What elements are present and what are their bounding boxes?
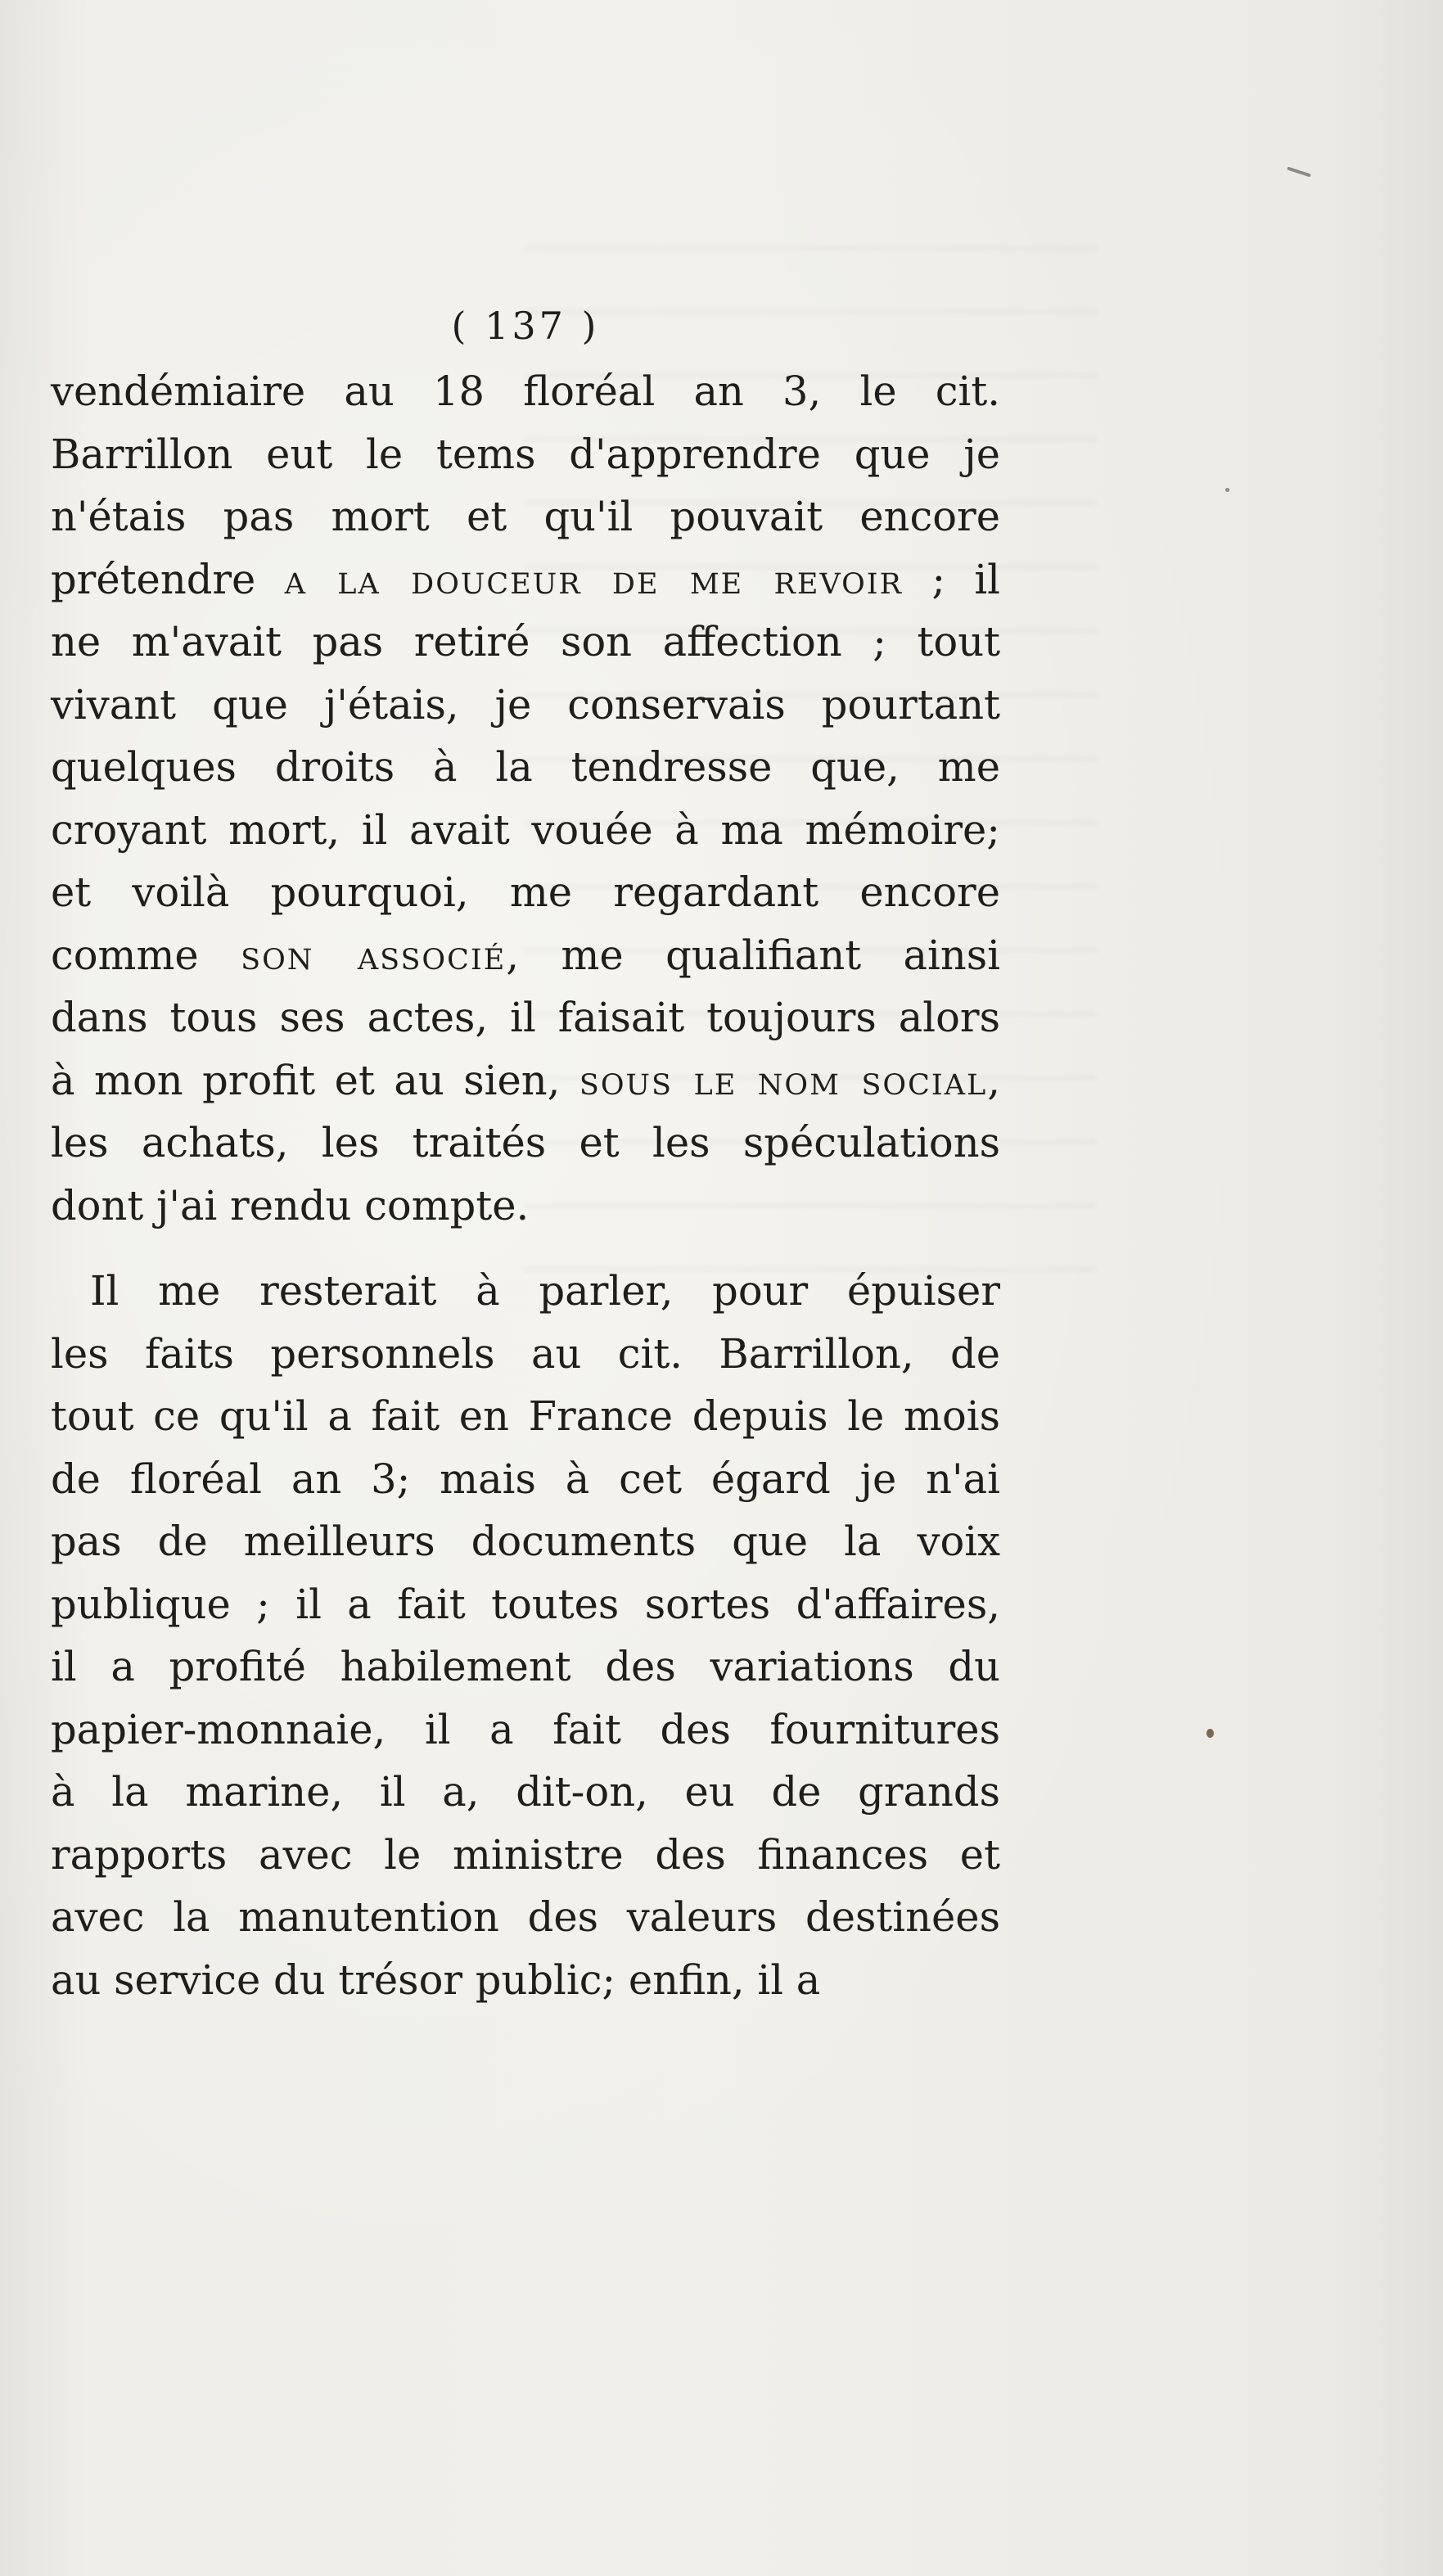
text-segment: à la marine, il a, dit-on, eu de grands (51, 1768, 1000, 1816)
text-line (51, 674, 1000, 737)
text-line (51, 1049, 1000, 1112)
text-line (51, 924, 1000, 987)
text-line (51, 548, 1000, 611)
text-segment: quelques droits à la tendresse que, me (51, 743, 1000, 791)
text-segment: papier-monnaie, il a fait des fournitures (51, 1705, 1000, 1753)
text-line (51, 423, 1000, 486)
text-segment: ; il (903, 555, 1000, 603)
text-line (51, 611, 1000, 674)
text-line (51, 485, 1000, 548)
text-block (51, 295, 1000, 2011)
text-line (51, 736, 1000, 799)
text-line (51, 1886, 1000, 1949)
text-line (51, 1260, 1000, 1323)
text-segment: n'étais pas mort et qu'il pouvait encore (51, 493, 1000, 540)
text-line (51, 1323, 1000, 1386)
text-segment: comme (51, 931, 241, 979)
text-segment: au service du trésor public; enfin, il a (51, 1956, 821, 2004)
small-caps-phrase: son associé (241, 931, 507, 979)
text-line (51, 1761, 1000, 1824)
text-segment: dans tous ses actes, il faisait toujours alors (51, 994, 1000, 1041)
text-line (51, 799, 1000, 862)
text-line (51, 1112, 1000, 1175)
text-line (51, 360, 1000, 423)
text-segment: tout ce qu'il a fait en France depuis le mois (51, 1392, 1000, 1440)
text-segment: publique ; il a fait toutes sortes d'affaires, (51, 1580, 1000, 1628)
page-number: ( 137 ) (451, 304, 600, 348)
text-segment: à mon profit et au sien, (51, 1056, 579, 1104)
text-segment: avec la manutention des valeurs destinées (51, 1893, 1000, 1941)
text-segment: , me qualifiant ainsi (506, 931, 1000, 979)
text-segment: les achats, les traités et les spéculations (51, 1119, 1000, 1166)
paper-speck (1206, 1729, 1214, 1738)
text-segment: pas de meilleurs documents que la voix (51, 1518, 1000, 1565)
text-segment: dont j'ai rendu compte. (51, 1181, 530, 1229)
text-segment: de floréal an 3; mais à cet égard je n'ai (51, 1455, 1000, 1503)
small-caps-phrase: a la douceur de me revoir (284, 555, 903, 603)
small-caps-phrase: sous le nom social (579, 1056, 988, 1104)
text-line (51, 1510, 1000, 1573)
text-segment: et voilà pourquoi, me regardant encore (51, 868, 1000, 916)
text-line (51, 986, 1000, 1049)
body-text (51, 360, 1000, 2011)
text-segment: rapports avec le ministre des finances et (51, 1830, 1000, 1879)
paragraph (51, 1260, 1000, 2011)
text-segment: Barrillon eut le tems d'apprendre que je (51, 430, 1000, 478)
text-line (51, 1949, 1000, 2012)
text-segment: vivant que j'étais, je conservais pourtant (51, 680, 1000, 729)
text-line (51, 861, 1000, 924)
text-line (51, 1635, 1000, 1699)
text-line (51, 1824, 1000, 1887)
text-line (51, 1573, 1000, 1636)
paragraph (51, 360, 1000, 1237)
text-segment: ne m'avait pas retiré son affection ; tout (51, 618, 1000, 665)
paper-speck (1225, 488, 1229, 492)
text-line (51, 1699, 1000, 1762)
text-segment: croyant mort, il avait vouée à ma mémoire; (51, 805, 1000, 854)
text-segment: , (987, 1056, 1000, 1104)
text-line (51, 1175, 1000, 1238)
text-line (51, 1385, 1000, 1448)
text-segment: prétendre (51, 555, 285, 603)
paper-speck (1287, 166, 1311, 177)
text-line (51, 1448, 1000, 1511)
text-segment: les faits personnels au cit. Barrillon, de (51, 1329, 1000, 1378)
text-segment: il a profité habilement des variations du (51, 1643, 1000, 1690)
text-segment: vendémiaire au 18 floréal an 3, le cit. (51, 368, 1000, 415)
text-segment: Il me resterait à parler, pour épuiser (90, 1267, 1000, 1315)
